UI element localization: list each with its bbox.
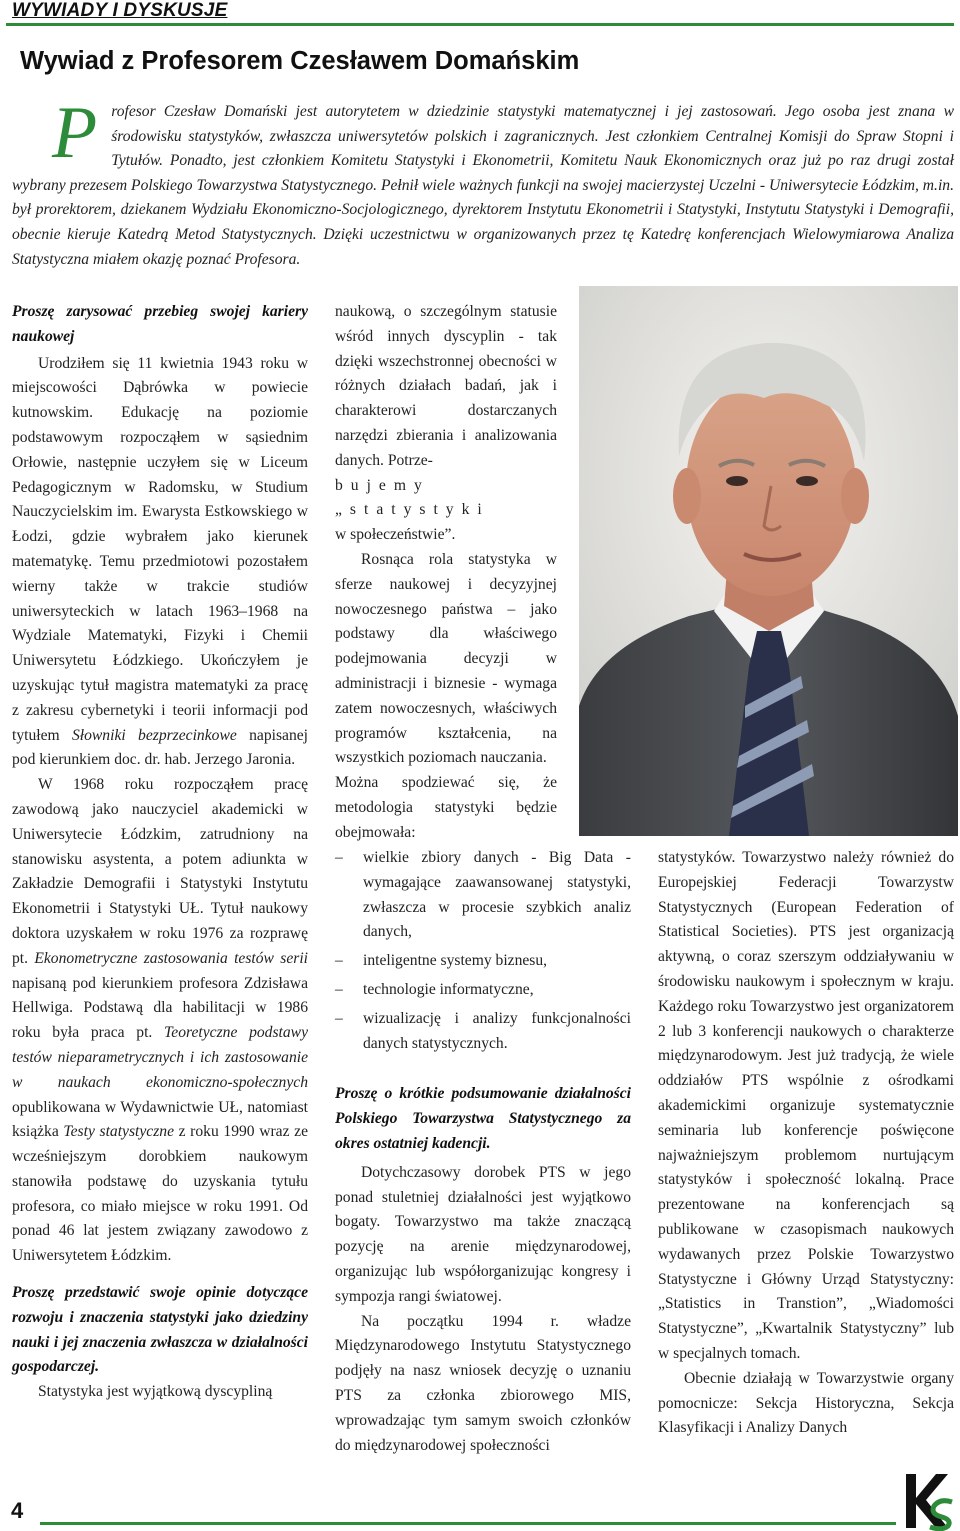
column-1	[12, 300, 308, 1405]
column-2-upper	[335, 300, 557, 846]
methodology-list	[335, 846, 631, 1056]
col3-para-7: Obecnie działają w Towarzystwie organy pomocnicze: Sekcja Historyczna, Sekcja Klasyfikacji i Analizy Danych	[658, 1369, 954, 1437]
col2b-para-5: Na początku 1994 r. władze Międzynarodowego Instytutu Statystycznego podjęły na nasz wniosek decyzję o uznaniu PTS za członka zbiorowego MIS, wprowadzając tym samym swoich członków do międzynarodowej społeczności	[335, 1312, 631, 1454]
answer-1e-text: z roku 1990 wraz ze wcześniejszym dorobkiem naukowym stanowiła podstawę do uzyskania tytułu profesora, co miało miejsce w roku 1991. Od ponad 46 lat jestem związany zawodowo z Uniwersytetem Łódzkim.	[12, 1123, 308, 1265]
top-rule	[6, 23, 954, 26]
intro-dropcap: P	[52, 92, 98, 174]
left-ear	[673, 468, 701, 524]
list-item: – wielkie zbiory danych - Big Data - wymagające zaawansowanej statystyki, zwłaszcza w procesie szybkich analiz danych,	[335, 846, 631, 945]
col2-para-1a: naukową, o szczególnym statusie wśród innych dyscyplin - tak dzięki wszechstronnej obecności w różnych działach badań, jak i charakterowi dostarczanych narzędzi zbierania i analizowania danych. Potrze-	[335, 303, 557, 469]
answer-1-title: Słowniki bezprzecinkowe	[71, 726, 237, 744]
answer-1b-text: W 1968 roku rozpocząłem pracę zawodową jako nauczyciel akademicki w Uniwersytecie Łódzkim, zatrudniony na stanowisku asystenta, a potem adiunkta w Zakładzie Demografii i Statystyki Instytutu Ekonometrii i Statystyki UŁ. Tytuł naukowy doktora uzyskałem w roku 1976 za rozprawę pt.	[12, 776, 308, 967]
column-2-lower	[335, 846, 631, 1458]
question-2: Proszę przedstawić swoje opinie dotyczące rozwoju i znaczenia statystyki jako dziedziny nauki i jej znaczenia zwłaszcza w działalności gospodarczej.	[12, 1284, 308, 1376]
col2-para-3: Można spodziewać się, że metodologia statystyki będzie obejmowała:	[335, 774, 557, 841]
col2b-para-4: Dotychczasowy dorobek PTS w jego ponad stuletniej działalności jest wyjątkowo bogaty. Towarzystwo ma także znaczącą pozycję na arenie międzynarodowej, organizując lub współorganizując kongresy i sympozja rangi światowej.	[335, 1163, 631, 1305]
col2-para-1c: w społeczeństwie”.	[335, 526, 456, 544]
bottom-rule	[40, 1522, 896, 1525]
left-eye	[726, 476, 748, 486]
list-item: – wizualizację i analizy funkcjonalności danych statystycznych.	[335, 1007, 631, 1057]
intro-text: rofesor Czesław Domański jest autorytetem w dziedzinie statystyki matematycznej i jej zastosowań. Jego osoba jest znana w środowisku statystyków, zwłaszcza uniwersytetów polskich i zagranicznych. Jest członkiem Centralnej Komisji do Spraw Stopni i Tytułów. Ponadto, jest członkiem Komitetu Statystyki i Ekonometrii, Komitetu Nauk Ekonomicznych oraz już po raz drugi został wybrany prezesem Polskiego Towarzystwa Statystycznego. Pełnił wiele ważnych funkcji na swojej macierzystej Uczelni - Uniwersytecie Łódzkim, m.in. był prorektorem, dziekanem Wydziału Ekonomiczno-Socjologicznego, dyrektorem Instytutu Ekonometrii i Statystyki, Instytutu Statystyki i Demografii, obecnie kieruje Katedrą Metod Statystycznych. Dzięki uczestnictwu w organizowanych przez tę Katedrę konferencjach Wielowymiarowa Analiza Statystyczna miałem okazję poznać Profesora.	[12, 103, 954, 268]
column-3	[658, 846, 954, 1441]
question-1: Proszę zarysować przebieg swojej kariery naukowej	[12, 303, 308, 345]
list-item: – inteligentne systemy biznesu,	[335, 949, 631, 974]
intro-paragraph	[12, 92, 954, 272]
answer-1d-text: opublikowana w Wydawnictwie UŁ, natomiast książka	[12, 1098, 308, 1141]
habilitation-title: Teoretyczne podstawy testów nieparametrycznych i ich zastosowanie w naukach ekonomiczno-społecznych	[12, 1024, 308, 1091]
book-title: Testy statystyczne	[63, 1123, 174, 1141]
page-number: 4	[11, 1498, 24, 1523]
section-label: WYWIADY I DYSKUSJE	[12, 0, 228, 21]
portrait-photo	[579, 286, 958, 836]
col2-para-2: Rosnąca rola statystyka w sferze naukowej i decyzyjnej nowoczesnego państwa – jako podstawy dla właściwego podejmowania decyzji w administracji i biznesie - wymaga zatem nowoczesnych, właściwych programów kształcenia, na wszystkich poziomach nauczania.	[335, 550, 557, 767]
article-title: Wywiad z Profesorem Czesławem Domańskim	[20, 47, 580, 75]
doctoral-thesis-title: Ekonometryczne zastosowania testów serii	[34, 949, 308, 967]
right-ear	[841, 468, 869, 524]
col2-para-1b: bujemy „statystyki	[335, 476, 490, 519]
answer-1-text: Urodziłem się 11 kwietnia 1943 roku w miejscowości Dąbrówka w powiecie kutnowskim. Edukację na poziomie podstawowym rozpocząłem w sąsiednim Orłowie, następnie uczyłem się w Liceum Pedagogicznym w Radomsku, w Studium Nauczycielskim im. Ewarysta Estkowskiego w Łodzi, gdzie wybrałem jako kierunek matematykę. Temu przedmiotowi pozostałem wierny także w trakcie studiów uniwersyteckich w latach 1963–1968 na Wydziale Matematyki, Fizyki i Chemii Uniwersytetu Łódzkiego. Ukończyłem je uzyskując tytuł magistra matematyki za pracę z zakresu cybernetyki i teorii informacji pod tytułem	[12, 354, 308, 744]
answer-2-start: Statystyka jest wyjątkową dyscypliną	[38, 1383, 273, 1401]
right-eye	[796, 476, 818, 486]
answer-1-para-2	[12, 773, 308, 1269]
question-3: Proszę o krótkie podsumowanie działalności Polskiego Towarzystwa Statystycznego za okres ostatniej kadencji.	[335, 1085, 631, 1152]
answer-1-para-1	[12, 352, 308, 774]
answer-1c-text: napisaną pod kierunkiem profesora Zdzisława Hellwiga. Podstawą dla habilitacji w 1986 roku była praca pt.	[12, 974, 308, 1042]
answer-1-text-end: napisanej pod kierunkiem doc. dr. hab. Jerzego Jaronia.	[12, 726, 308, 769]
ks-logo-icon	[902, 1472, 958, 1531]
list-item: – technologie informatyczne,	[335, 978, 631, 1003]
col3-para-6: statystyków. Towarzystwo należy również do Europejskiej Federacji Towarzystw Statystycznych (European Federation of Statistical Societies). PTS jest organizacją aktywną, o coraz szerszym oddziaływaniu w środowisku naukowym i społecznym w kraju. Każdego roku Towarzystwo jest organizatorem 2 lub 3 konferencji naukowych o charakterze międzynarodowym. Jest już tradycją, że wiele oddziałów PTS wspólnie z ośrodkami akademickimi organizuje systematycznie seminaria lub konferencje poświęcone najważniejszym problemom nurtującym statystyków i społeczność lokalną. Prace prezentowane na konferencjach są publikowane w czasopismach naukowych wydawanych przez Polskie Towarzystwo Statystyczne i Główny Urząd Statystyczny: „Statistics in Transtion”, „Wiadomości Statystyczne”, „Kwartalnik Statystyczny” lub w specjalnych tomach.	[658, 849, 954, 1362]
